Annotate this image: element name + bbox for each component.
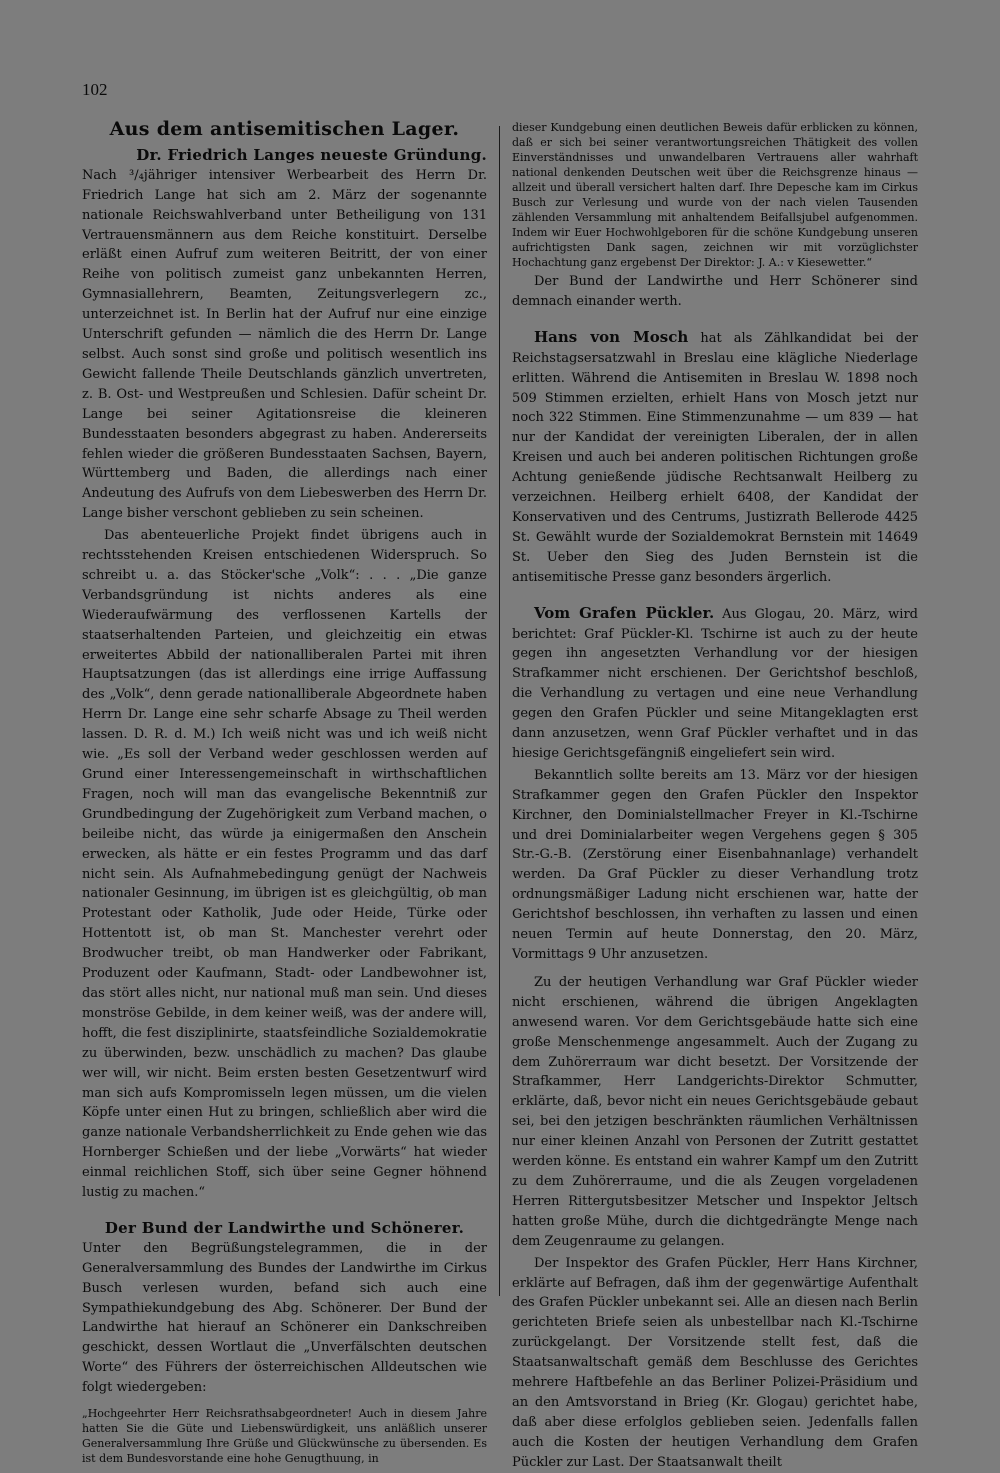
section-title-bund: Der Bund der Landwirthe und Schönerer. — [104, 1218, 465, 1237]
article-heading: Aus dem antisemitischen Lager. — [109, 118, 460, 140]
pueckler-paragraph-4: Der Inspektor des Grafen Pückler, Herr Hans Kirchner, erklärte auf Befragen, daß ihm der gegenwärtige Aufenthalt des Grafen Pückler unbekannt sei. Alle an diesen nach Berlin gerichteten Briefe seien als unbestellbar nach Kl.-Tschirne zurückgelangt. Der Vorsitzende stellt fest, daß die Staatsanwaltschaft gemäß dem Beschlusse des Gerichtes mehrere Haftbefehle an das Berliner Polizei-Präsidium und an den Amtsvorstand in Brieg (Kr. Glogau) gerichtet habe, daß aber diese erfolglos geblieben seien. Jedenfalls fallen auch die Kosten der heutigen Verhandlung dem Grafen Pückler zur Last. Der Staatsanwalt theilt — [512, 1255, 918, 1470]
mosch-text: hat als Zählkandidat bei der Reichstagsersatzwahl in Breslau eine klägliche Niederlage erlitten. Während die Antisemiten in Breslau W. 1898 noch 509 Stimmen erzielten, erhielt Hans von Mosch jetzt nur noch 322 Stimmen. Eine Stimmenzunahme — um 839 — hat nur der Kandidat der vereinigten Liberalen, der in allen Kreisen und auch bei anderen politischen Richtungen große Achtung genießende jüdische Rechtsanwalt Heilberg zu verzeichnen. Heilberg erhielt 6408, der Kandidat der Konservativen und des Centrums, Justizrath Bellerode 4425 St. Gewählt wurde der Sozialdemokrat Bernstein mit 14649 St. Ueber den Sieg des Juden Bernstein ist die antisemitische Presse ganz besonders ärgerlich. — [512, 330, 918, 585]
pueckler-paragraph-3: Zu der heutigen Verhandlung war Graf Pückler wieder nicht erschienen, während die übrigen Angeklagten anwesend waren. Vor dem Gerichtsgebäude hatte sich eine große Menschenmenge angesammelt. Auch der Zugang zu dem Zuhörerraum war dicht besetzt. Der Vorsitzende der Strafkammer, Herr Landgerichts-Direktor Schmutter, erklärte, daß, bevor nicht ein neues Gerichtsgebäude gebaut sei, bei den jetzigen beschränkten räumlichen Verhältnissen nur einer kleinen Anzahl von Personen der Zutritt gestattet werden könne. Es entstand ein wahrer Kampf um den Zutritt zu dem Zuhörerraume, und die als Zeugen vorgeladenen Herren Rittergutsbesitzer Metscher und Inspektor Jeltsch hatten große Mühe, durch die dichtgedrängte Menge nach dem Zeugenraume zu gelangen. — [512, 974, 918, 1249]
lange-paragraph-2: Das abenteuerliche Projekt findet übrigens auch in rechtsstehenden Kreisen entschiedenen Widerspruch. So schreibt u. a. das Stöcker'sche „Volk“: . . . „Die ganze Verbandsgründung ist nichts anderes als eine Wiederaufwärmung des verflossenen Kartells der staatserhaltenden Parteien, und gleichzeitig ein etwas erweitertes Abbild der nationalliberalen Partei mit ihren Hauptsatzungen (das ist allerdings eine irrige Auffassung des „Volk“, denn gerade nationalliberale Abgeordnete haben Herrn Dr. Lange eine sehr scharfe Absage zu Theil werden lassen. D. R. d. M.) Ich weiß nicht was und ich weiß nicht wie. „Es soll der Verband weder geschlossen werden auf Grund einer Interessengemeinschaft in wirthschaftlichen Fragen, noch will man das evangelische Bekenntniß zur Grundbedingung der Zugehörigkeit zum Verband machen, o beileibe nicht, das würde ja einigermaßen den Anschein erwecken, als hätte er ein festes Programm und das darf nicht sein. Als Aufnahmebedingung genügt der Nachweis nationaler Gesinnung, im übrigen ist es gleichgültig, ob man Protestant oder Katholik, Jude oder Heide, Türke oder Hottentott ist, ob man St. Manchester verehrt oder Brodwucher treibt, ob man Handwerker oder Fabrikant, Produzent oder Kaufmann, Stadt- oder Landbewohner ist, das stört alles nicht, nur national muß man sein. Und dieses monströse Gebilde, in dem keiner weiß, was der andere will, hofft, die fest disziplinirte, staatsfeindliche Sozialdemokratie zu überwinden, bezw. unschädlich zu machen? Das glaube wer will, wir nicht. Beim ersten besten Gesetzentwurf wird man sich aufs Kompromisseln legen müssen, um die vielen Köpfe unter einen Hut zu bringen, schließlich aber wird die ganze nationale Verbandsherrlichkeit zu Ende gehen wie das Hornberger Schießen und der liebe „Vorwärts“ hat wieder einmal reichlichen Stoff, sich über seine Gegner höhnend lustig zu machen.“ — [82, 528, 487, 1201]
section-title-lange: Dr. Friedrich Langes neueste Gründung. — [136, 145, 487, 164]
bund-closing: Der Bund der Landwirthe und Herr Schönerer sind demnach einander werth. — [512, 274, 918, 309]
section-title-pueckler: Vom Grafen Pückler. — [534, 603, 715, 622]
bund-paragraph-1: Unter den Begrüßungstelegrammen, die in der Generalversammlung des Bundes der Landwirthe im Cirkus Busch verlesen wurden, befand sich auch eine Sympathiekundgebung des Abg. Schönerer. Der Bund der Landwirthe hat hierauf an Schönerer ein Dankschreiben geschickt, dessen Wortlaut die „Unverfälschten deutschen Worte“ des Führers der österreichischen Alldeutschen wie folgt wiedergeben: — [82, 1240, 487, 1396]
mosch-paragraph — [512, 328, 918, 588]
page-number: 102 — [82, 80, 108, 99]
right-column — [512, 120, 918, 1473]
lange-paragraph-1: Nach ³/₄jähriger intensiver Werbearbeit des Herrn Dr. Friedrich Lange hat sich am 2. März der sogenannte nationale Reichswahlverband unter Betheiligung von 131 Vertrauensmännern aus dem Reiche konstituirt. Derselbe erläßt einen Aufruf zum weiteren Beitritt, der von einer Reihe von politisch zumeist ganz unbekannten Herren, Gymnasiallehrern, Beamten, Zeitungsverlegern zc., unterzeichnet ist. In Berlin hat der Aufruf nur eine einzige Unterschrift gefunden — nämlich die des Herrn Dr. Lange selbst. Auch sonst sind große und politisch wesentlich ins Gewicht fallende Theile Deutschlands gänzlich unvertreten, z. B. Ost- und Westpreußen und Schlesien. Dafür scheint Dr. Lange bei seiner Agitationsreise die kleineren Bundesstaaten besonders abgegrast zu haben. Andererseits fehlen wieder die größeren Bundesstaaten Sachsen, Bayern, Württemberg und Baden, die allerdings nach einer Andeutung des Aufrufs von dem Liebeswerben des Herrn Dr. Lange bisher verschont geblieben zu sein scheinen. — [82, 167, 487, 522]
left-column — [82, 118, 487, 1466]
column-divider — [499, 126, 500, 1296]
section-title-mosch: Hans von Mosch — [534, 327, 689, 346]
pueckler-paragraph-2: Bekanntlich sollte bereits am 13. März vor der hiesigen Strafkammer gegen den Grafen Pückler den Inspektor Kirchner, den Dominialstellmacher Freyer in Kl.-Tschirne und drei Dominialarbeiter wegen Vergehens gegen § 305 Str.-G.-B. (Zerstörung einer Eisenbahnanlage) verhandelt werden. Da Graf Pückler zu dieser Verhandlung trotz ordnungsmäßiger Ladung nicht erschienen war, hatte der Gerichtshof beschlossen, ihn verhaften zu lassen und einen neuen Termin auf heute Donnerstag, den 20. März, Vormittags 9 Uhr anzusetzen. — [512, 767, 918, 962]
bund-quote-start: „Hochgeehrter Herr Reichsrathsabgeordneter! Auch in diesem Jahre hatten Sie die Güte und Liebenswürdigkeit, uns anläßlich unserer Generalversammlung Ihre Grüße und Glückwünsche zu übersenden. Es ist dem Bundesvorstande eine hohe Genugthuung, in — [82, 1407, 487, 1466]
bund-quote-continued: dieser Kundgebung einen deutlichen Beweis dafür erblicken zu können, daß er sich bei seiner verantwortungsreichen Thätigkeit des vollen Einverständnisses und unwandelbaren Vertrauens aller wahrhaft national denkenden Deutschen weit über die Reichsgrenze hinaus — allzeit und überall versichert halten darf. Ihre Depesche kam im Cirkus Busch zur Verlesung und wurde von der nach vielen Tausenden zählenden Versammlung mit anhaltendem Beifallsjubel aufgenommen. Indem wir Euer Hochwohlgeboren für die schöne Kundgebung unseren aufrichtigsten Dank sagen, zeichnen wir mit vorzüglichster Hochachtung ganz ergebenst Der Direktor: J. A.: v Kiesewetter.“ — [512, 121, 918, 269]
pueckler-text-1: Aus Glogau, 20. März, wird berichtet: Graf Pückler-Kl. Tschirne ist auch zu der heute gegen ihn angesetzten Verhandlung vor der hiesigen Strafkammer nicht erschienen. Der Gerichtshof beschloß, die Verhandlung zu vertagen und eine neue Verhandlung gegen den Grafen Pückler und seine Mitangeklagten erst dann anzusetzen, wenn Graf Pückler verhaftet und in das hiesige Gerichtsgefängniß eingeliefert sein wird. — [512, 606, 918, 761]
pueckler-paragraph-1 — [512, 604, 918, 764]
